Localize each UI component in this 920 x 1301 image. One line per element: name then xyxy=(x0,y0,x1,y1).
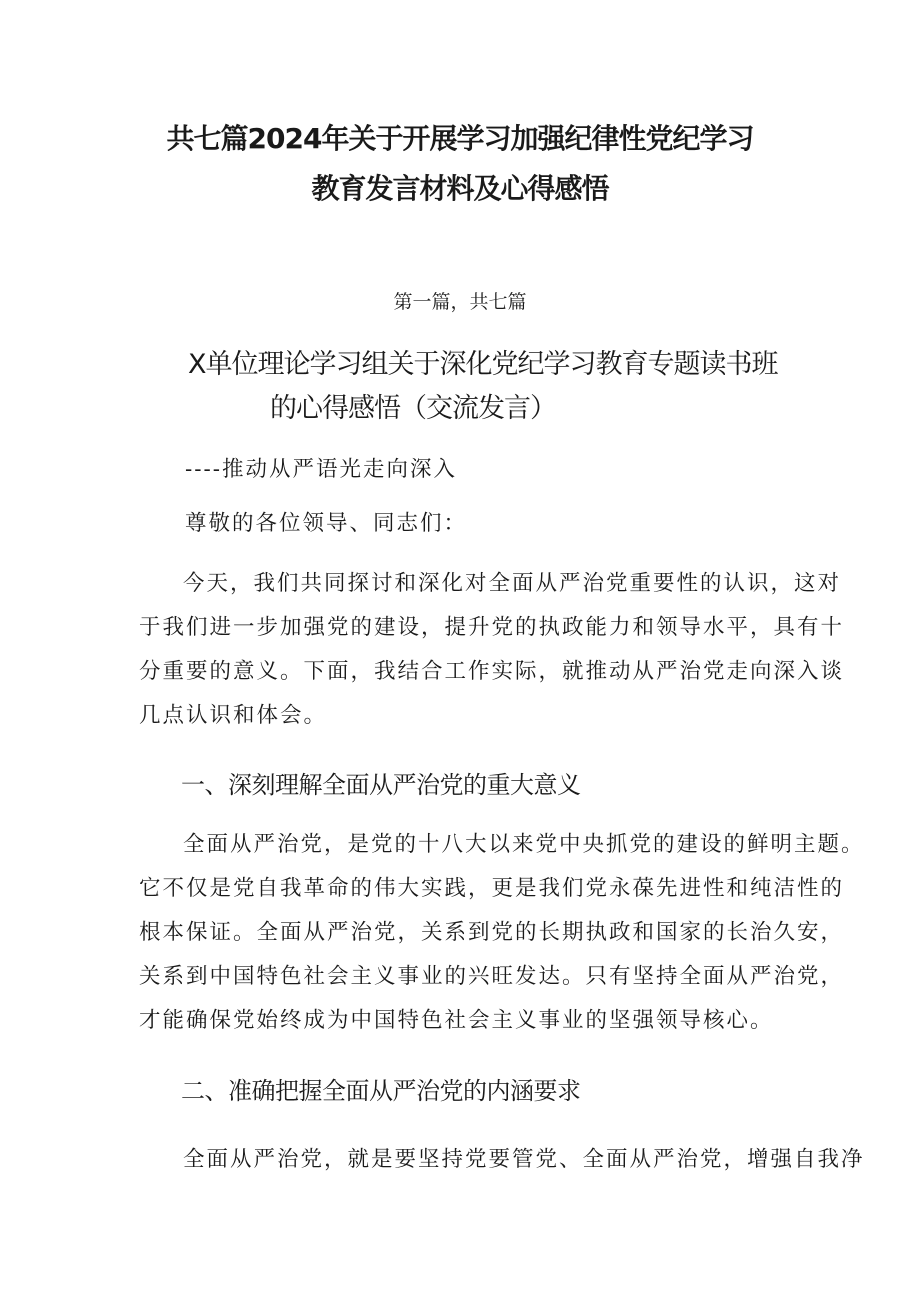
section-1-line-3: 根本保证。全面从严治党，关系到党的长期执政和国家的长治久安， xyxy=(139,920,845,945)
speech-title-line-1: X单位理论学习组关于深化党纪学习教育专题读书班 xyxy=(188,349,778,380)
intro-line-3: 分重要的意义。下面，我结合工作实际，就推动从严治党走向深入谈 xyxy=(139,659,845,684)
section-1-line-2: 它不仅是党自我革命的伟大实践，更是我们党永葆先进性和纯洁性的 xyxy=(139,876,845,901)
document-title-line-1: 共七篇2024年关于开展学习加强纪律性党纪学习 xyxy=(166,122,754,155)
document-title-line-2: 教育发言材料及心得感悟 xyxy=(311,172,609,205)
salutation: 尊敬的各位领导、同志们： xyxy=(185,511,468,536)
intro-line-2: 于我们进一步加强党的建设，提升党的执政能力和领导水平，具有十 xyxy=(139,615,845,640)
section-1-heading: 一、深刻理解全面从严治党的重大意义 xyxy=(181,771,581,799)
intro-line-4: 几点认识和体会。 xyxy=(139,703,328,728)
section-2-heading: 二、准确把握全面从严治党的内涵要求 xyxy=(181,1077,581,1105)
section-1-line-1: 全面从严治党，是党的十八大以来党中央抓党的建设的鲜明主题。 xyxy=(183,832,865,857)
section-2-line-1: 全面从严治党，就是要坚持党要管党、全面从严治党，增强自我净 xyxy=(183,1147,865,1172)
part-label: 第一篇，共七篇 xyxy=(393,291,527,313)
speech-subtitle: ----推动从严语光走向深入 xyxy=(185,457,458,482)
section-1-line-4: 关系到中国特色社会主义事业的兴旺发达。只有坚持全面从严治党， xyxy=(139,964,845,989)
section-1-line-5: 才能确保党始终成为中国特色社会主义事业的坚强领导核心。 xyxy=(139,1008,774,1033)
speech-title-line-2: 的心得感悟（交流发言） xyxy=(270,393,556,424)
intro-line-1: 今天，我们共同探讨和深化对全面从严治党重要性的认识，这对 xyxy=(183,571,842,596)
